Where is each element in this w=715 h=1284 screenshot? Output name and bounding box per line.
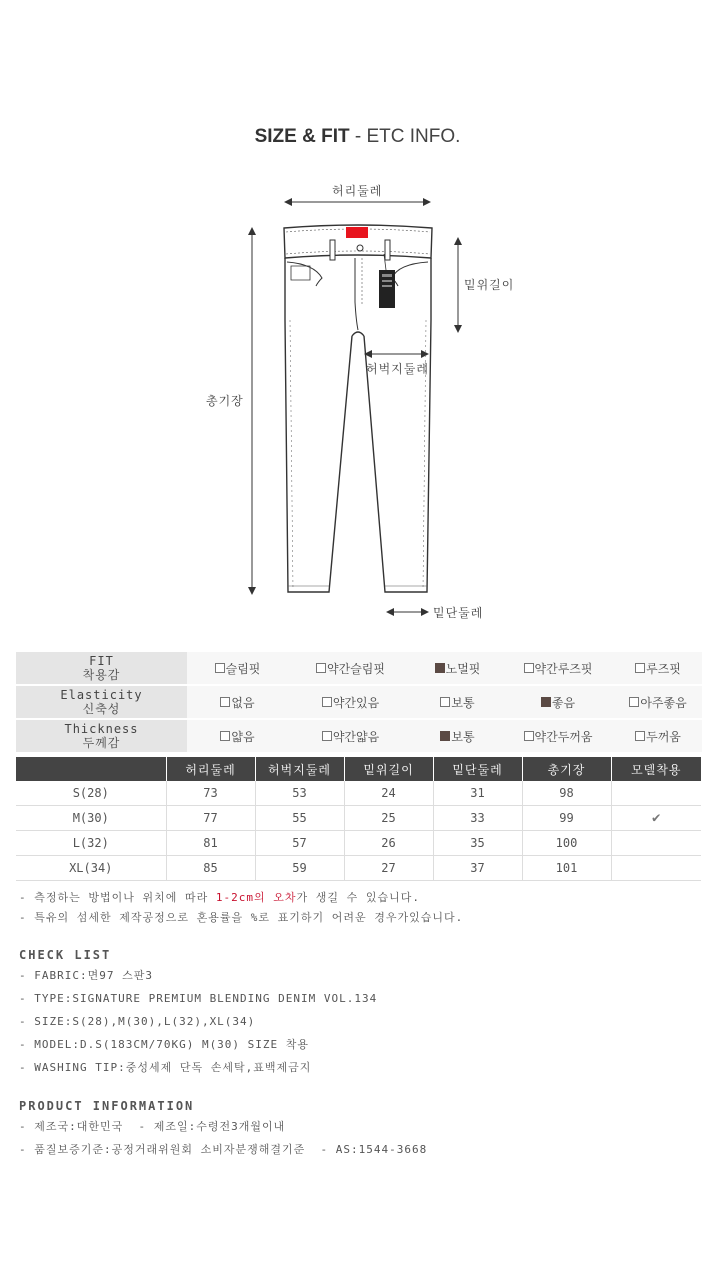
measurement-cell: 98 <box>522 781 611 806</box>
fit-option <box>187 652 288 685</box>
check-list-item: - TYPE:SIGNATURE PREMIUM BLENDING DENIM VOL.134 <box>19 992 378 1005</box>
measurement-cell: 77 <box>166 806 255 831</box>
measurement-cell: 85 <box>166 856 255 881</box>
fit-option-label: 약간두꺼움 <box>534 729 593 744</box>
checked-box-icon <box>440 731 450 741</box>
model-worn-cell <box>611 856 701 881</box>
jeans-diagram <box>0 170 715 640</box>
measurement-cell: 100 <box>522 831 611 856</box>
fit-row <box>16 719 702 753</box>
unchecked-box-icon <box>220 697 230 707</box>
fit-option-label: 얇음 <box>231 729 255 744</box>
unchecked-box-icon <box>215 663 225 673</box>
size-table-header <box>16 757 166 781</box>
fit-option <box>502 652 614 685</box>
fit-row-label-ko: 두께감 <box>82 736 121 750</box>
label-length: 총기장 <box>206 394 244 408</box>
unchecked-box-icon <box>524 731 534 741</box>
fit-row-label <box>16 685 187 719</box>
size-cell: S(28) <box>16 781 166 806</box>
fit-row <box>16 652 702 685</box>
note-1-post: 가 생길 수 있습니다. <box>296 891 420 904</box>
fit-option <box>614 685 702 719</box>
table-row <box>16 831 701 856</box>
checked-box-icon <box>435 663 445 673</box>
fit-option-label: 두꺼움 <box>646 729 681 744</box>
fit-row-label-en: Thickness <box>64 722 139 736</box>
note-error-range <box>19 888 463 908</box>
fit-row-label-en: FIT <box>89 654 114 668</box>
fit-option <box>288 685 413 719</box>
title-bold: SIZE & FIT <box>254 126 350 147</box>
checkmark-icon: ✔ <box>652 810 661 826</box>
fit-option-label: 좋음 <box>551 695 576 710</box>
fit-row-label-ko: 착용감 <box>82 668 121 682</box>
measurement-cell: 57 <box>255 831 344 856</box>
measurement-cell: 33 <box>433 806 522 831</box>
check-list-heading: CHECK LIST <box>19 948 112 962</box>
table-row <box>16 781 701 806</box>
size-table-header: 허리둘레 <box>166 757 255 781</box>
fit-row-label-en: Elasticity <box>60 688 143 702</box>
unchecked-box-icon <box>440 697 450 707</box>
check-list-item: - FABRIC:면97 스판3 <box>19 969 153 982</box>
check-list-item: - WASHING TIP:중성세제 단독 손세탁,표백제금지 <box>19 1061 312 1074</box>
size-cell: XL(34) <box>16 856 166 881</box>
measurement-cell: 81 <box>166 831 255 856</box>
check-list-item: - SIZE:S(28),M(30),L(32),XL(34) <box>19 1015 256 1028</box>
fit-option-label: 루즈핏 <box>646 661 681 676</box>
label-thigh: 허벅지둘레 <box>366 362 429 376</box>
fit-table <box>16 652 702 754</box>
size-table-header: 허벅지둘레 <box>255 757 344 781</box>
measurement-cell: 59 <box>255 856 344 881</box>
unchecked-box-icon <box>524 663 534 673</box>
fit-option-label: 슬림핏 <box>225 661 261 676</box>
fit-option-label: 보통 <box>451 729 475 744</box>
note-blend-ratio: - 특유의 섬세한 제작공정으로 혼용률을 %로 표기하기 어려운 경우가있습니다. <box>19 911 464 924</box>
product-information <box>19 1099 427 1164</box>
fit-option-label: 노멀핏 <box>445 661 481 676</box>
fit-option <box>413 652 502 685</box>
size-table-header: 총기장 <box>522 757 611 781</box>
size-cell: L(32) <box>16 831 166 856</box>
measurement-cell: 26 <box>344 831 433 856</box>
unchecked-box-icon <box>316 663 326 673</box>
product-info-heading: PRODUCT INFORMATION <box>19 1099 195 1113</box>
fit-row-label <box>16 719 187 753</box>
measurement-cell: 101 <box>522 856 611 881</box>
measurement-cell: 25 <box>344 806 433 831</box>
label-hem: 밑단둘레 <box>433 606 484 620</box>
unchecked-box-icon <box>322 697 332 707</box>
measurement-cell: 35 <box>433 831 522 856</box>
check-list <box>19 948 377 1082</box>
fit-option-label: 약간루즈핏 <box>534 661 593 676</box>
title-rest: - ETC INFO. <box>349 126 461 147</box>
fit-option-label: 약간얇음 <box>332 729 380 744</box>
product-info-item: - 제조국:대한민국 - 제조일:수령전3개월이내 <box>19 1120 286 1133</box>
measurement-cell: 73 <box>166 781 255 806</box>
note-1-highlight: 1-2cm의 오차 <box>215 891 297 904</box>
label-rise: 밑위길이 <box>464 278 515 292</box>
fit-option <box>187 685 288 719</box>
measure-notes <box>19 888 463 928</box>
brand-tag <box>346 227 368 238</box>
label-waist: 허리둘레 <box>332 184 383 198</box>
fit-option <box>413 685 502 719</box>
measurement-cell: 53 <box>255 781 344 806</box>
unchecked-box-icon <box>629 697 639 707</box>
product-info-item: - 품질보증기준:공정거래위원회 소비자분쟁해결기준 - AS:1544-3668 <box>19 1143 428 1156</box>
checked-box-icon <box>541 697 551 707</box>
jeans-drawing <box>0 170 715 640</box>
size-cell: M(30) <box>16 806 166 831</box>
size-table-header: 모델착용 <box>611 757 701 781</box>
unchecked-box-icon <box>322 731 332 741</box>
fit-row-label-ko: 신축성 <box>82 702 121 716</box>
note-1-pre: - 측정하는 방법이나 위치에 따라 <box>19 891 216 904</box>
fit-row <box>16 685 702 719</box>
page-title <box>0 126 715 148</box>
fit-option <box>502 719 614 753</box>
unchecked-box-icon <box>635 731 645 741</box>
fit-row-label <box>16 652 187 685</box>
measurement-cell: 24 <box>344 781 433 806</box>
model-worn-cell <box>611 806 701 831</box>
table-row <box>16 806 701 831</box>
fit-option <box>614 652 702 685</box>
measurement-cell: 55 <box>255 806 344 831</box>
fit-option-label: 약간슬림핏 <box>327 661 385 676</box>
unchecked-box-icon <box>635 663 645 673</box>
fit-option <box>502 685 614 719</box>
size-table-header: 밑단둘레 <box>433 757 522 781</box>
size-table <box>16 757 701 881</box>
measurement-cell: 31 <box>433 781 522 806</box>
fit-option <box>288 652 413 685</box>
fit-option <box>288 719 413 753</box>
measurement-cell: 37 <box>433 856 522 881</box>
fit-option <box>413 719 502 753</box>
fit-option-label: 없음 <box>231 695 255 710</box>
fit-option-label: 보통 <box>451 695 475 710</box>
unchecked-box-icon <box>220 731 230 741</box>
measurement-cell: 27 <box>344 856 433 881</box>
measurement-cell: 99 <box>522 806 611 831</box>
check-list-item: - MODEL:D.S(183CM/70KG) M(30) SIZE 착용 <box>19 1038 310 1051</box>
fit-option <box>187 719 288 753</box>
table-row <box>16 856 701 881</box>
model-worn-cell <box>611 781 701 806</box>
fit-option <box>614 719 702 753</box>
fit-option-label: 약간있음 <box>332 695 380 710</box>
size-table-header: 밑위길이 <box>344 757 433 781</box>
fit-option-label: 아주좋음 <box>640 695 687 710</box>
model-worn-cell <box>611 831 701 856</box>
